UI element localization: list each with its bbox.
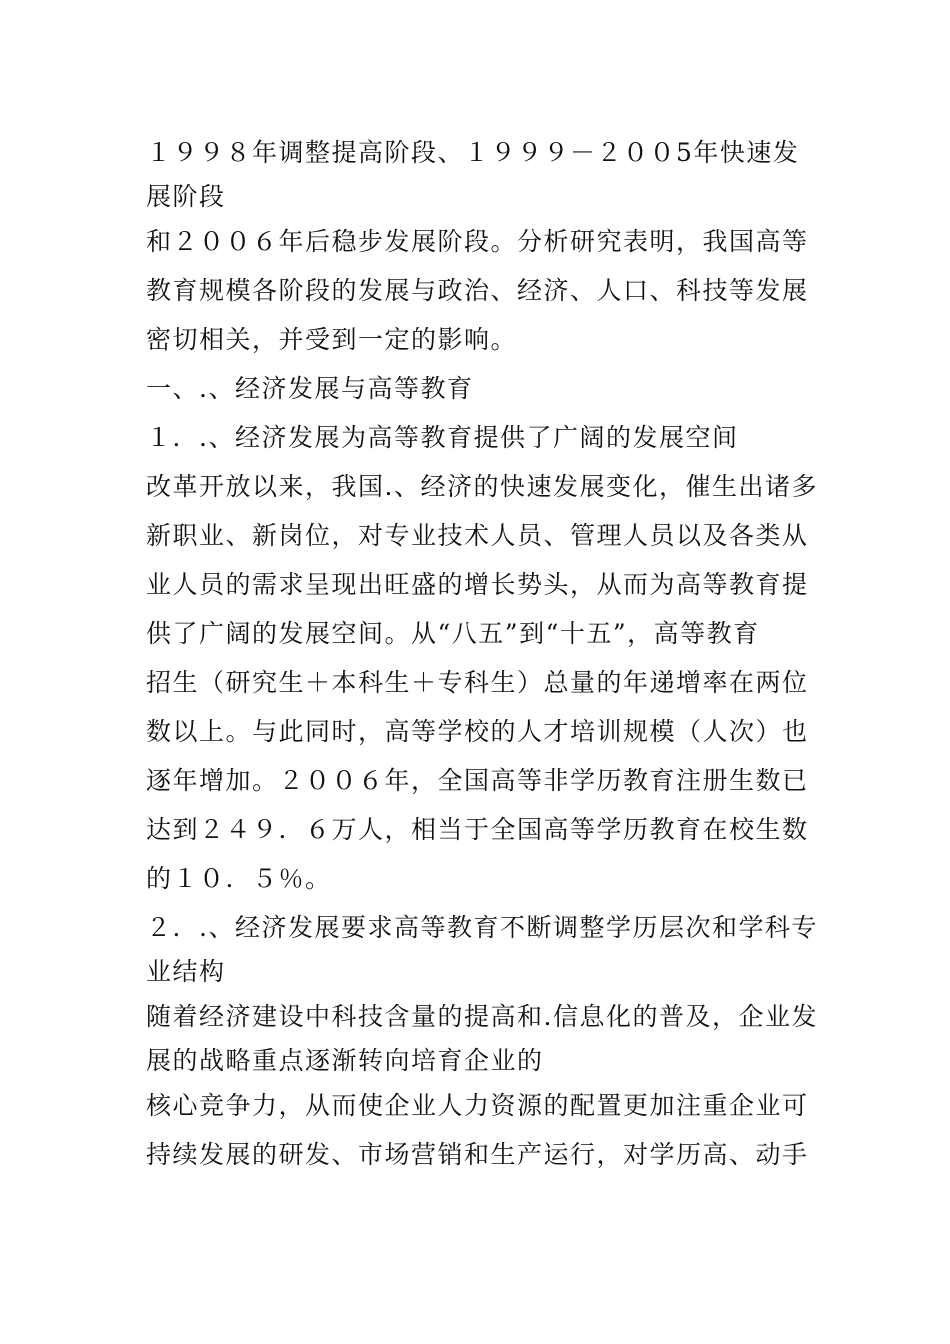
subsection-heading: １．.、经济发展为高等教育提供了广阔的发展空间: [146, 423, 739, 452]
text-line: 达到２４９．６万人，相当于全国高等学历教育在校生数: [146, 815, 809, 844]
text-line: 逐年增加。２００６年，全国高等非学历教育注册生数已: [146, 766, 809, 795]
text-line: １９９８年调整提高阶段、１９９９－２００5年快速发: [146, 138, 800, 167]
section-heading: 一、.、经济发展与高等教育: [146, 374, 474, 403]
text-line: 改革开放以来，我国.、经济的快速发展变化，催生出诸多: [146, 472, 818, 501]
body-text: [146, 128, 818, 1179]
subsection-heading: 业结构: [146, 957, 226, 986]
text-line: 业人员的需求呈现出旺盛的增长势头，从而为高等教育提: [146, 570, 809, 599]
text-line: 随着经济建设中科技含量的提高和.信息化的普及，企业发: [146, 1002, 818, 1031]
text-line: 供了广阔的发展空间。从“八五”到“十五”，高等教育: [146, 619, 760, 648]
subsection-heading: ２．.、经济发展要求高等教育不断调整学历层次和学科专: [146, 913, 818, 942]
text-line: 的１０．５％。: [146, 864, 332, 893]
text-line: 数以上。与此同时，高等学校的人才培训规模（人次）也: [146, 717, 809, 746]
text-line: 密切相关，并受到一定的影响。: [146, 325, 518, 354]
text-line: 招生（研究生＋本科生＋专科生）总量的年递增率在两位: [146, 668, 809, 697]
text-line: 核心竞争力，从而使企业人力资源的配置更加注重企业可: [146, 1091, 809, 1120]
text-line: 展阶段: [146, 182, 226, 211]
text-line: 展的战略重点逐渐转向培育企业的: [146, 1046, 544, 1075]
text-line: 和２００６年后稳步发展阶段。分析研究表明，我国高等: [146, 227, 809, 256]
text-line: 新职业、新岗位，对专业技术人员、管理人员以及各类从: [146, 521, 809, 550]
text-line: 持续发展的研发、市场营销和生产运行，对学历高、动手: [146, 1140, 809, 1169]
text-line: 教育规模各阶段的发展与政治、经济、人口、科技等发展: [146, 276, 809, 305]
